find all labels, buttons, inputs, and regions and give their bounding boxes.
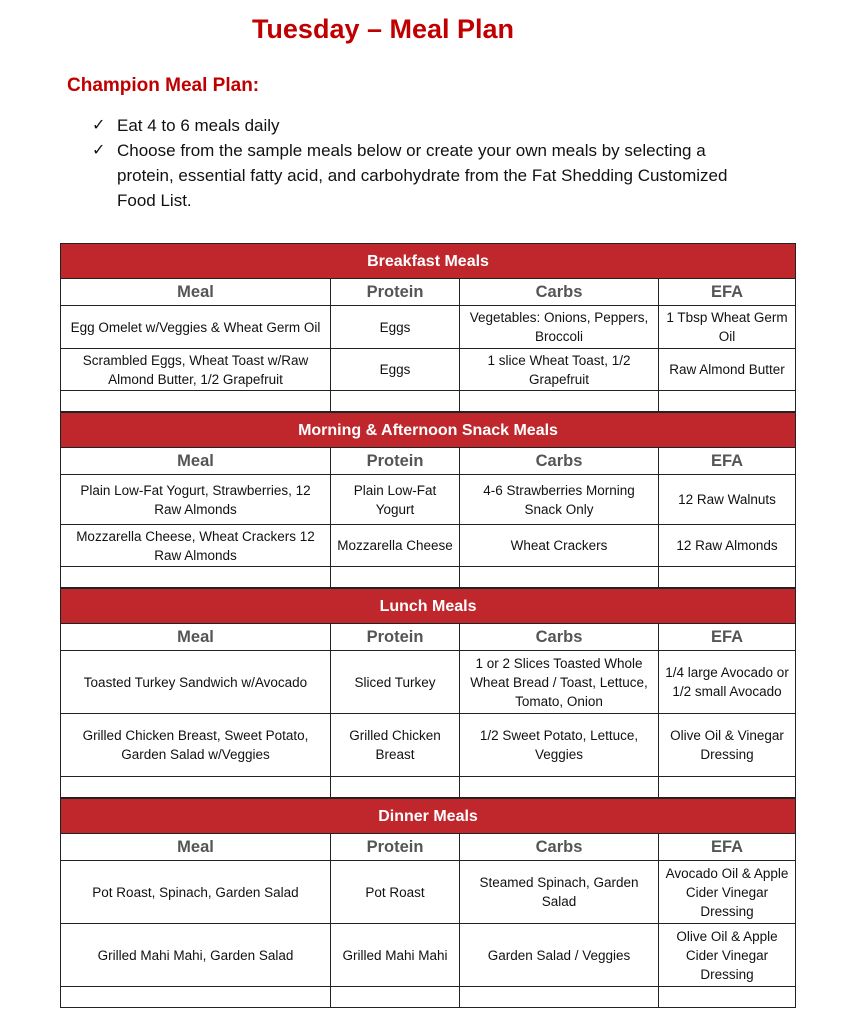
carbs-cell: Steamed Spinach, Garden Salad [460,861,659,924]
instruction-text: Choose from the sample meals below or create your own meals by selecting a protein, essential fatty acid, and carbohydrate from the Fat Shedding Customized Food List. [117,141,728,210]
column-header-efa: EFA [659,448,796,475]
efa-cell: Avocado Oil & Apple Cider Vinegar Dressing [659,861,796,924]
meal-cell: Scrambled Eggs, Wheat Toast w/Raw Almond Butter, 1/2 Grapefruit [61,349,331,391]
column-header-protein: Protein [331,624,460,651]
column-header-meal: Meal [61,834,331,861]
checkmark-icon: ✓ [92,142,106,159]
protein-cell: Eggs [331,306,460,349]
table-row [61,924,796,987]
section-title: Morning & Afternoon Snack Meals [61,413,796,448]
lunch-table [60,588,796,798]
column-header-efa: EFA [659,834,796,861]
plan-subtitle: Champion Meal Plan: [67,75,260,96]
meal-cell: Grilled Mahi Mahi, Garden Salad [61,924,331,987]
meal-cell: Toasted Turkey Sandwich w/Avocado [61,651,331,714]
table-row [61,714,796,777]
efa-cell: Raw Almond Butter [659,349,796,391]
snack-table [60,412,796,588]
dinner-table [60,798,796,1008]
protein-cell: Mozzarella Cheese [331,525,460,567]
carbs-cell: Garden Salad / Veggies [460,924,659,987]
meal-cell: Plain Low-Fat Yogurt, Strawberries, 12 Raw Almonds [61,475,331,525]
efa-cell: 12 Raw Walnuts [659,475,796,525]
protein-cell: Plain Low-Fat Yogurt [331,475,460,525]
checkmark-icon: ✓ [92,117,106,134]
instruction-item [92,138,752,213]
column-header-meal: Meal [61,279,331,306]
carbs-cell: Vegetables: Onions, Peppers, Broccoli [460,306,659,349]
column-header-meal: Meal [61,624,331,651]
column-header-protein: Protein [331,279,460,306]
meal-cell: Mozzarella Cheese, Wheat Crackers 12 Raw Almonds [61,525,331,567]
table-row [61,349,796,391]
protein-cell: Grilled Mahi Mahi [331,924,460,987]
column-header-carbs: Carbs [460,834,659,861]
carbs-cell: Wheat Crackers [460,525,659,567]
column-header-efa: EFA [659,279,796,306]
protein-cell: Sliced Turkey [331,651,460,714]
page-title: Tuesday – Meal Plan [251,14,515,44]
column-header-carbs: Carbs [460,448,659,475]
column-header-efa: EFA [659,624,796,651]
column-header-meal: Meal [61,448,331,475]
column-header-protein: Protein [331,448,460,475]
table-row [61,525,796,567]
section-title: Lunch Meals [61,589,796,624]
column-header-protein: Protein [331,834,460,861]
empty-row [61,777,796,798]
instruction-text: Eat 4 to 6 meals daily [117,116,280,135]
table-row [61,651,796,714]
section-title: Dinner Meals [61,799,796,834]
carbs-cell: 4-6 Strawberries Morning Snack Only [460,475,659,525]
instruction-item [92,113,752,138]
meal-cell: Pot Roast, Spinach, Garden Salad [61,861,331,924]
breakfast-table [60,243,796,412]
efa-cell: 12 Raw Almonds [659,525,796,567]
carbs-cell: 1/2 Sweet Potato, Lettuce, Veggies [460,714,659,777]
carbs-cell: 1 slice Wheat Toast, 1/2 Grapefruit [460,349,659,391]
protein-cell: Pot Roast [331,861,460,924]
empty-row [61,987,796,1008]
meal-cell: Grilled Chicken Breast, Sweet Potato, Garden Salad w/Veggies [61,714,331,777]
efa-cell: 1/4 large Avocado or 1/2 small Avocado [659,651,796,714]
column-header-carbs: Carbs [460,279,659,306]
table-row [61,475,796,525]
meal-cell: Egg Omelet w/Veggies & Wheat Germ Oil [61,306,331,349]
efa-cell: Olive Oil & Vinegar Dressing [659,714,796,777]
empty-row [61,391,796,412]
protein-cell: Eggs [331,349,460,391]
column-header-carbs: Carbs [460,624,659,651]
protein-cell: Grilled Chicken Breast [331,714,460,777]
carbs-cell: 1 or 2 Slices Toasted Whole Wheat Bread / Toast, Lettuce, Tomato, Onion [460,651,659,714]
efa-cell: Olive Oil & Apple Cider Vinegar Dressing [659,924,796,987]
section-title: Breakfast Meals [61,244,796,279]
instruction-list [92,113,752,213]
table-row [61,861,796,924]
efa-cell: 1 Tbsp Wheat Germ Oil [659,306,796,349]
table-row [61,306,796,349]
empty-row [61,567,796,588]
